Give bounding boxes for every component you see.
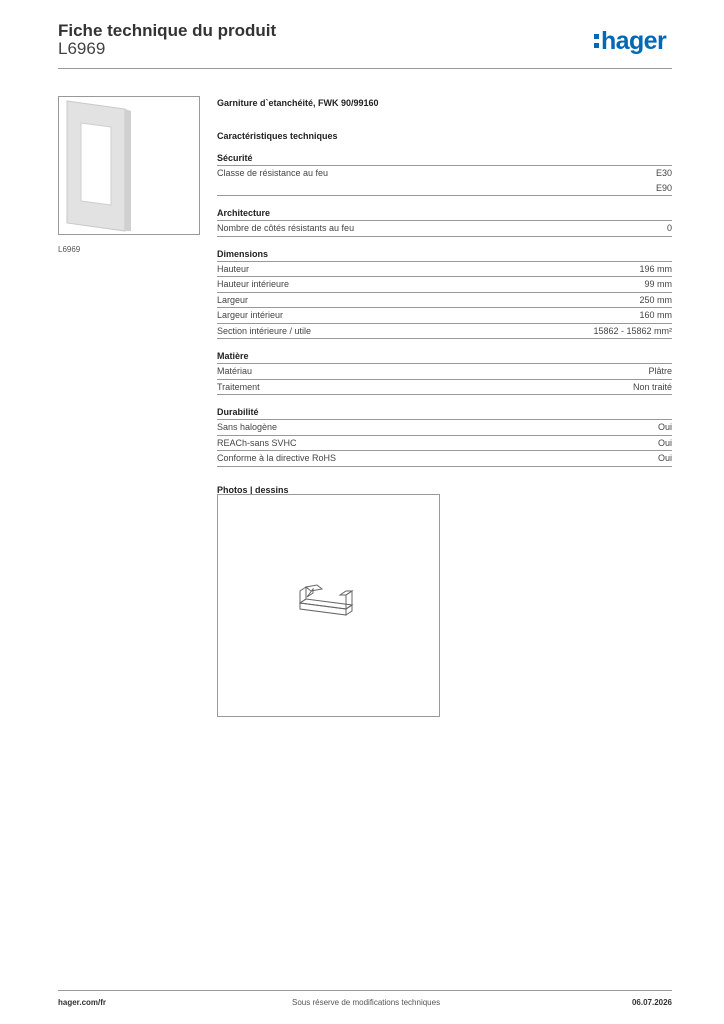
spec-row: [217, 262, 672, 278]
spec-value: Oui: [657, 437, 672, 448]
spec-row: [217, 308, 672, 324]
footer-divider: [58, 990, 672, 991]
spec-label: Section intérieure / utile: [217, 325, 312, 336]
hager-logo: [594, 26, 666, 56]
spec-row: [217, 380, 672, 396]
logo-text: hager: [601, 27, 667, 55]
spec-label: Sans halogène: [217, 422, 278, 432]
spec-group-durabilite: [217, 405, 672, 467]
header-divider: [58, 68, 672, 69]
footer-website-link[interactable]: hager.com/fr: [58, 998, 107, 1007]
spec-row: [217, 436, 672, 452]
footer-date: 06.07.2026: [631, 998, 672, 1007]
spec-row: [217, 324, 672, 340]
product-name: Garniture d`etanchéité, FWK 90/99160: [217, 98, 379, 108]
spec-row: [217, 277, 672, 293]
spec-value: Oui: [657, 422, 672, 432]
logo-dots-icon: [594, 34, 599, 48]
spec-group-title: Architecture: [217, 206, 672, 221]
spec-group-architecture: [217, 206, 672, 237]
photos-heading: Photos | dessins: [217, 484, 289, 495]
spec-value: 99 mm: [644, 279, 672, 289]
product-reference: L6969: [58, 39, 106, 58]
spec-row: [217, 420, 672, 436]
spec-label: Nombre de côtés résistants au feu: [217, 223, 355, 233]
spec-label: Classe de résistance au feu: [217, 168, 329, 178]
spec-value: 250 mm: [639, 294, 672, 305]
spec-label: Hauteur intérieure: [217, 279, 290, 289]
spec-value: 15862 - 15862 mm²: [593, 325, 672, 336]
spec-label: Traitement: [217, 381, 260, 392]
spec-value: 0: [666, 223, 672, 233]
spec-value: E30 E90: [655, 168, 672, 193]
spec-group-title: Durabilité: [217, 405, 672, 420]
spec-group-title: Matière: [217, 349, 672, 364]
thumbnail-caption: L6969: [58, 245, 81, 254]
spec-group-title: Dimensions: [217, 247, 672, 262]
spec-row: [217, 451, 672, 467]
spec-value: 160 mm: [639, 310, 672, 320]
spec-value: Plâtre: [648, 366, 672, 376]
spec-label: Conforme à la directive RoHS: [217, 453, 337, 463]
page-title: Fiche technique du produit: [58, 21, 277, 40]
spec-value: 196 mm: [639, 263, 672, 274]
spec-content: [217, 96, 672, 497]
spec-group-matiere: [217, 349, 672, 395]
specs-heading: Caractéristiques techniques: [217, 131, 338, 141]
spec-label: REACh-sans SVHC: [217, 437, 297, 448]
product-thumbnail: [58, 96, 200, 235]
spec-label: Largeur: [217, 294, 249, 305]
spec-label: Largeur intérieur: [217, 310, 284, 320]
spec-row: [217, 221, 672, 237]
fire-seal-drawing-image: [218, 495, 439, 716]
spec-group-dimensions: [217, 247, 672, 340]
spec-value: Non traité: [632, 381, 672, 392]
spec-row: [217, 293, 672, 309]
footer-disclaimer: Sous réserve de modifications techniques: [292, 998, 441, 1007]
spec-group-title: Sécurité: [217, 151, 672, 166]
spec-row: [217, 166, 672, 196]
fire-seal-frame-image: [59, 97, 199, 234]
spec-label: Matériau: [217, 366, 253, 376]
spec-label: Hauteur: [217, 263, 250, 274]
spec-row: [217, 364, 672, 380]
technical-drawing: [217, 494, 440, 717]
spec-value: Oui: [657, 453, 672, 463]
spec-group-securite: [217, 151, 672, 196]
